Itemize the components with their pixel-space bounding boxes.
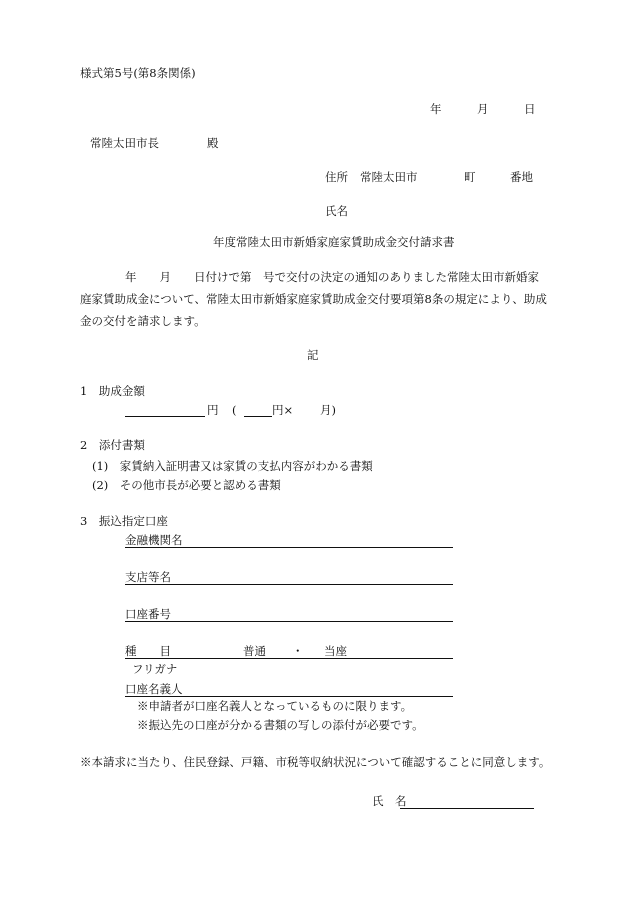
branch-name-label: 支店等名 — [125, 570, 171, 584]
amount-paren-open: ( — [232, 403, 237, 417]
bank-name-line — [125, 547, 453, 548]
form-number: 様式第5号(第8条関係) — [80, 66, 196, 80]
attachment-item-2: (2) その他市長が必要と認める書類 — [92, 478, 281, 492]
amount-yen-label: 円 — [207, 403, 219, 417]
body-line-3: 金の交付を請求します。 — [80, 314, 206, 328]
amount-total-underline — [125, 416, 205, 417]
body-line-1: 年 月 日付けで第 号で交付の決定の通知のありました常陸太田市新婚家 — [125, 270, 539, 284]
account-type-label: 種 目 — [125, 644, 171, 658]
amount-monthly-yen-label: 円× — [272, 403, 294, 417]
account-holder-label: 口座名義人 — [125, 682, 183, 696]
address-label: 住所 — [325, 170, 348, 184]
document-title: 年度常陸太田市新婚家庭家賃助成金交付請求書 — [213, 235, 455, 249]
account-type-line — [125, 658, 453, 659]
date-month-label: 月 — [477, 102, 489, 116]
account-number-line — [125, 621, 453, 622]
address-town: 町 — [464, 170, 476, 184]
section2-heading: 2 添付書類 — [80, 438, 145, 452]
account-number-label: 口座番号 — [125, 607, 171, 621]
branch-name-line — [125, 584, 453, 585]
section1-heading: 1 助成金額 — [80, 384, 145, 398]
body-line-2: 庭家賃助成金について、常陸太田市新婚家庭家賃助成金交付要項第8条の規定により、助成 — [80, 292, 547, 306]
bank-name-label: 金融機関名 — [125, 533, 183, 547]
account-type-current: 当座 — [324, 644, 347, 658]
account-holder-line — [125, 696, 453, 697]
address-city: 常陸太田市 — [360, 170, 418, 184]
attachment-item-1: (1) 家賃納入証明書又は家賃の支払内容がわかる書類 — [92, 459, 373, 473]
date-year-label: 年 — [430, 102, 442, 116]
addressee-name: 常陸太田市長 — [90, 136, 159, 150]
holder-note-2: ※振込先の口座が分かる書類の写しの添付が必要です。 — [137, 718, 424, 732]
consent-statement: ※本請求に当たり、住民登録、戸籍、市税等収納状況について確認することに同意します。 — [80, 755, 551, 769]
holder-note-1: ※申請者が口座名義人となっているものに限ります。 — [137, 699, 413, 713]
address-lot: 番地 — [510, 170, 533, 184]
addressee-honorific: 殿 — [207, 136, 219, 150]
account-type-separator: ・ — [292, 644, 304, 658]
signature-label: 氏 名 — [372, 794, 407, 808]
furigana-label: フリガナ — [132, 662, 178, 676]
section3-heading: 3 振込指定口座 — [80, 514, 168, 528]
applicant-name-label: 氏名 — [325, 204, 348, 218]
amount-monthly-underline — [244, 416, 272, 417]
date-day-label: 日 — [524, 102, 536, 116]
amount-months-label: 月) — [320, 403, 336, 417]
ki-heading: 記 — [307, 348, 319, 362]
signature-line — [400, 808, 534, 809]
account-type-ordinary: 普通 — [243, 644, 266, 658]
